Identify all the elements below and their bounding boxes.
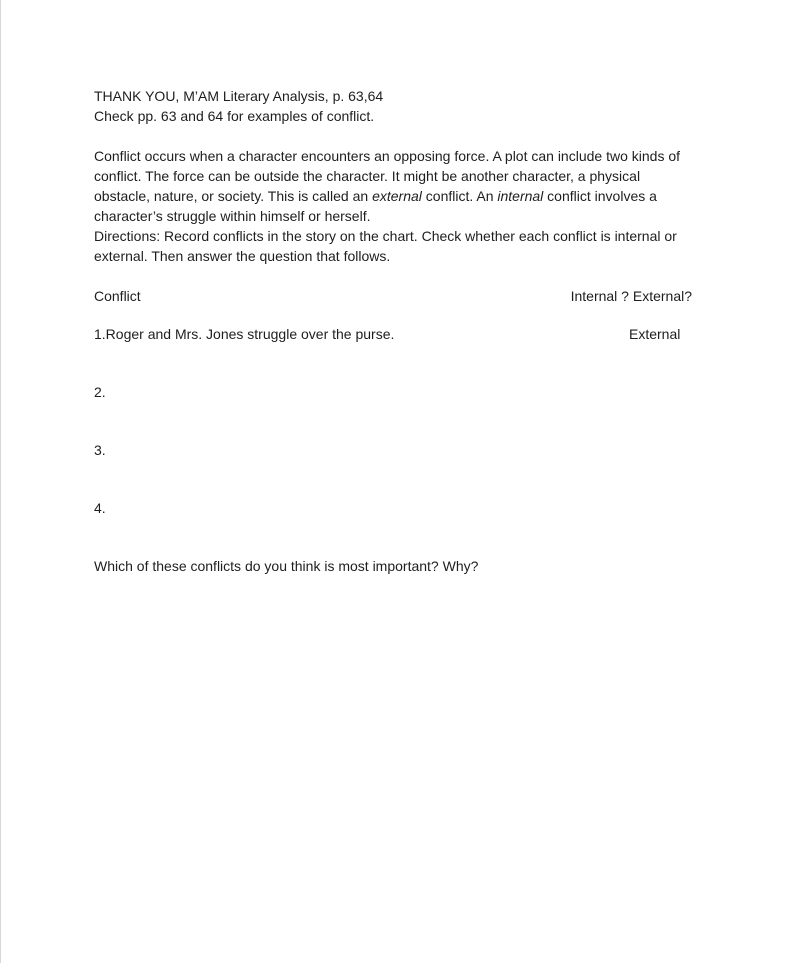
table-row	[94, 498, 694, 518]
worksheet-subtitle: Check pp. 63 and 64 for examples of conflict.	[94, 108, 375, 124]
worksheet-content	[94, 86, 694, 576]
table-row	[94, 440, 694, 460]
table-row	[94, 382, 694, 402]
directions-line: Directions: Record conflicts in the story on the chart. Check whether each conflict is internal or	[94, 228, 677, 244]
column-conflict: Conflict	[94, 288, 141, 304]
column-internal-external: Internal ? External?	[570, 288, 692, 304]
followup-question: Which of these conflicts do you think is most important? Why?	[94, 558, 479, 574]
conflict-text: 3.	[94, 442, 106, 458]
conflict-table-header	[94, 286, 694, 306]
intro-line: Conflict occurs when a character encounters an opposing force. A plot can include two kinds of	[94, 148, 681, 164]
intro-text: conflict involves a	[543, 188, 657, 204]
worksheet-title: THANK YOU, M’AM Literary Analysis, p. 63,64	[94, 88, 384, 104]
intro-line: conflict. The force can be outside the character. It might be another character, a physical	[94, 168, 641, 184]
directions-line: external. Then answer the question that follows.	[94, 248, 391, 264]
internal-term: internal	[497, 188, 544, 204]
intro-line	[94, 186, 694, 206]
conflict-text: 1.Roger and Mrs. Jones struggle over the purse.	[94, 326, 395, 342]
conflict-text: 4.	[94, 500, 106, 516]
intro-paragraph	[94, 146, 694, 266]
intro-text: obstacle, nature, or society. This is called an	[94, 188, 373, 204]
conflict-text: 2.	[94, 384, 106, 400]
intro-line: character’s struggle within himself or herself.	[94, 208, 371, 224]
intro-text: conflict. An	[421, 188, 498, 204]
external-term: external	[372, 188, 422, 204]
conflict-type: External	[629, 326, 681, 342]
table-row	[94, 324, 694, 344]
